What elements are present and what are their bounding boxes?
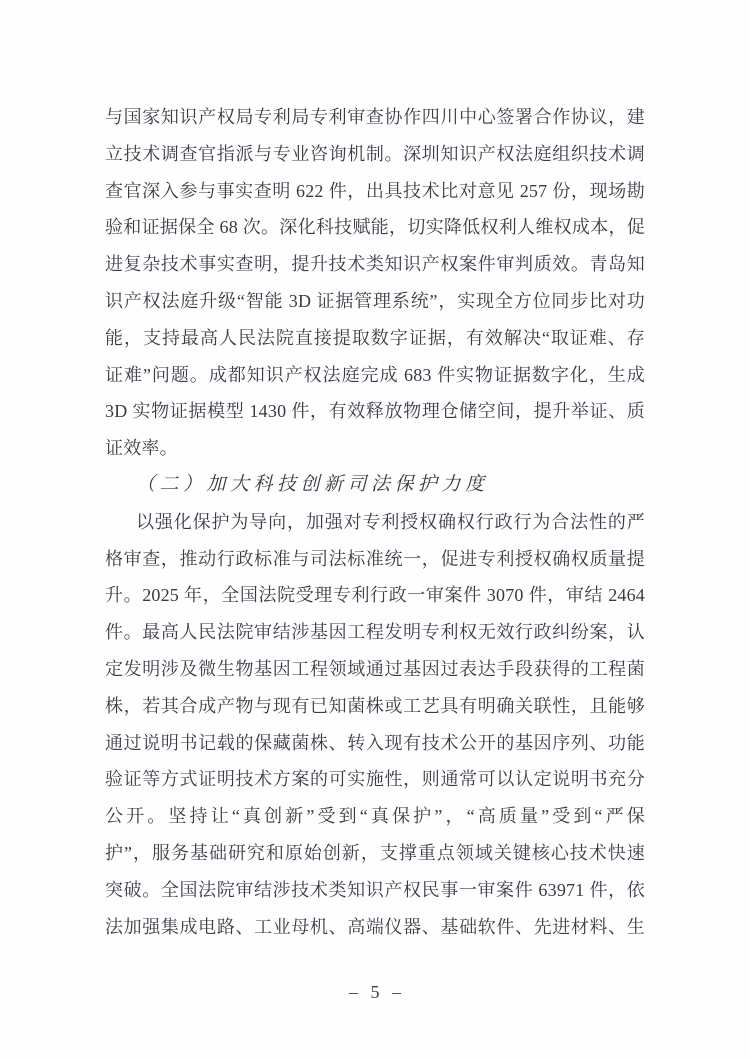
- text-line: 升。2025 年，全国法院受理专利行政一审案件 3070 件，审结 2464: [105, 585, 645, 606]
- text-line: 件。最高人民法院审结涉基因工程发明专利权无效行政纠纷案，认: [105, 622, 645, 643]
- text-line: 法加强集成电路、工业母机、高端仪器、基础软件、先进材料、生: [105, 916, 645, 937]
- text-line: 定发明涉及微生物基因工程领域通过基因过表达手段获得的工程菌: [105, 658, 645, 679]
- text-line: 进复杂技术事实查明，提升技术类知识产权案件审判质效。青岛知: [105, 254, 645, 275]
- text-line: 以强化保护为导向，加强对专利授权确权行政行为合法性的严: [136, 511, 645, 532]
- page-body-text: [105, 99, 645, 945]
- page-number: – 5 –: [349, 982, 401, 1002]
- text-line: 公开。坚持让“真创新”受到“真保护”，“高质量”受到“严保: [105, 806, 645, 827]
- text-line: 突破。全国法院审结涉技术类知识产权民事一审案件 63971 件，依: [105, 879, 645, 900]
- text-line: 护”，服务基础研究和原始创新，支撑重点领域关键核心技术快速: [105, 842, 645, 863]
- text-line: 立技术调查官指派与专业咨询机制。深圳知识产权法庭组织技术调: [105, 143, 645, 164]
- text-line: 查官深入参与事实查明 622 件，出具技术比对意见 257 份，现场勘: [105, 180, 645, 201]
- text-line: 证难”问题。成都知识产权法庭完成 683 件实物证据数字化，生成: [105, 364, 645, 385]
- text-line: 验和证据保全 68 次。深化科技赋能，切实降低权利人维权成本，促: [105, 217, 645, 238]
- text-line: 证效率。: [105, 438, 178, 459]
- section-heading: （二）加大科技创新司法保护力度: [136, 473, 489, 495]
- text-line: 通过说明书记载的保藏菌株、转入现有技术公开的基因序列、功能: [105, 732, 645, 753]
- text-line: 验证等方式证明技术方案的可实施性，则通常可以认定说明书充分: [105, 769, 645, 790]
- text-line: 3D 实物证据模型 1430 件，有效释放物理仓储空间，提升举证、质: [105, 401, 645, 422]
- text-line: 识产权法庭升级“智能 3D 证据管理系统”，实现全方位同步比对功: [105, 290, 645, 311]
- text-line: 格审查，推动行政标准与司法标准统一，促进专利授权确权质量提: [105, 548, 645, 569]
- text-line: 株，若其合成产物与现有已知菌株或工艺具有明确关联性，且能够: [105, 695, 645, 716]
- text-line: 能，支持最高人民法院直接提取数字证据，有效解决“取证难、存: [105, 327, 645, 348]
- text-line: 与国家知识产权局专利局专利审查协作四川中心签署合作协议，建: [105, 107, 645, 127]
